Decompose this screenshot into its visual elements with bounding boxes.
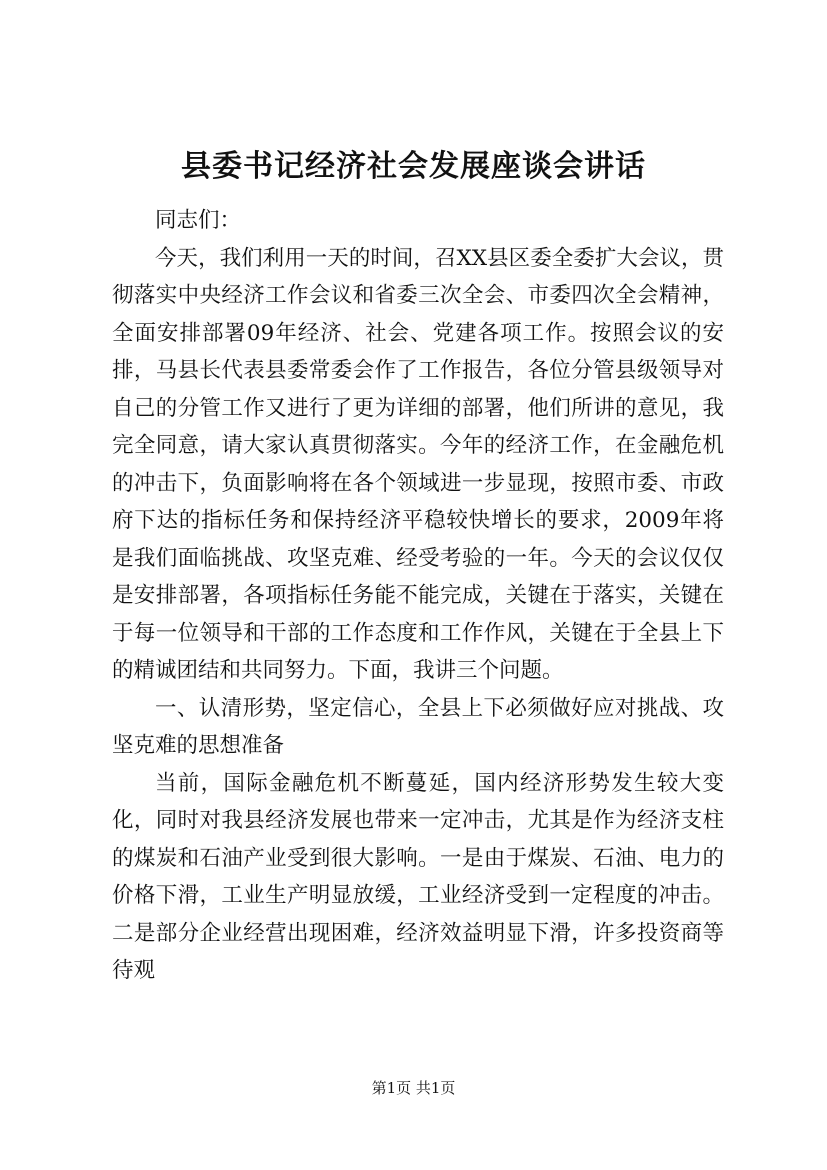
body-paragraph: 当前，国际金融危机不断蔓延，国内经济形势发生较大变化，同时对我县经济发展也带来一定冲击，尤其是作为经济支柱的煤炭和石油产业受到很大影响。一是由于煤炭、石油、电力的价格下滑，工业生产明显放缓，工业经济受到一定程度的冲击。二是部分企业经营出现困难，经济效益明显下滑，许多投资商等待观 (112, 770, 724, 983)
section-heading-1: 一、认清形势，坚定信心，全县上下必须做好应对挑战、攻坚克难的思想准备 (112, 695, 724, 758)
intro-paragraph: 今天，我们利用一天的时间，召XX县区委全委扩大会议，贯彻落实中央经济工作会议和省委三次全会、市委四次全会精神，全面安排部署09年经济、社会、党建各项工作。按照会议的安排，马县长代表县委常委会作了工作报告，各位分管县级领导对自己的分管工作又进行了更为详细的部署，他们所讲的意见，我完全同意，请大家认真贯彻落实。今年的经济工作，在金融危机的冲击下，负面影响将在各个领域进一步显现，按照市委、市政府下达的指标任务和保持经济平稳较快增长的要求，2009年将是我们面临挑战、攻坚克难、经受考验的一年。今天的会议仅仅是安排部署，各项指标任务能不能完成，关键在于落实，关键在于每一位领导和干部的工作态度和工作作风，关键在于全县上下的精诚团结和共同努力。下面，我讲三个问题。 (112, 245, 724, 683)
document-body (112, 202, 724, 990)
page-footer: 第1页 共1页 (371, 1079, 456, 1097)
salutation-paragraph: 同志们： (155, 208, 242, 233)
document-title: 县委书记经济社会发展座谈会讲话 (181, 149, 646, 184)
